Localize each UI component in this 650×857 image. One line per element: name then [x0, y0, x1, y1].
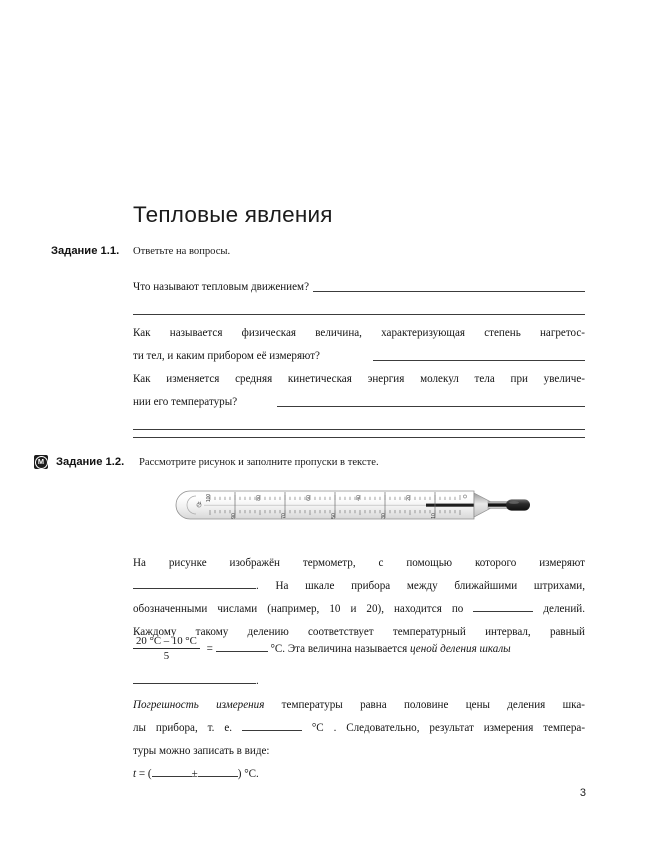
svg-text:20: 20 [406, 495, 412, 501]
task-label-1-2: Задание 1.2. [56, 456, 125, 468]
formula-continuation-line [133, 670, 585, 693]
paragraph-2-text-c: °C . Следовательно, результат измерения темпера- [311, 722, 586, 734]
page-number: 3 [579, 787, 586, 799]
thermometer-svg [174, 487, 534, 527]
formula-equals: = [206, 642, 213, 655]
paragraph-2-line-2 [133, 717, 585, 740]
task-intro-1-2: Рассмотрите рисунок и заполните пропуски в тексте. [139, 457, 379, 468]
task-label-1-1: Задание 1.1. [51, 245, 120, 257]
question-3-text-line1: Как изменяется средняя кинетическая энергия молекул тела при увеличе- [133, 373, 585, 385]
question-2-row-cont [133, 345, 585, 368]
final-formula-open-paren: ( [147, 768, 152, 780]
fraction-denominator: 5 [163, 650, 170, 663]
formula-scale-division [133, 636, 585, 663]
final-formula-unit: °C. [244, 768, 259, 780]
svg-text:90: 90 [231, 513, 237, 519]
question-2-text-line2: ти тел, и каким прибором её измеряют? [133, 350, 320, 362]
answer-rule-3c[interactable] [133, 437, 585, 438]
svg-text:80: 80 [256, 495, 262, 501]
fill-blank-divisions-count[interactable] [473, 600, 533, 612]
paragraph-2-text-a: температуры равна половине цены деления шка- [281, 699, 585, 711]
svg-text:60: 60 [306, 495, 312, 501]
question-2-row [133, 322, 585, 345]
formula-period: . [256, 675, 259, 687]
final-formula-plusminus: ± [191, 768, 198, 780]
final-formula-close-paren: ) [237, 768, 242, 780]
paragraph-2-line-3 [133, 740, 585, 763]
final-formula-variable: t [133, 768, 137, 780]
question-3-row [133, 368, 585, 391]
answer-rule-1a[interactable] [313, 291, 585, 292]
thermometer-figure [174, 487, 534, 527]
svg-text:30: 30 [381, 513, 387, 519]
formula-tail-plain: Эта величина называется [287, 642, 408, 655]
question-2-text-line1: Как называется физическая величина, характеризующая степень нагретос- [133, 327, 585, 339]
fill-blank-error-value[interactable] [242, 719, 302, 731]
paragraph-1-line-1 [133, 552, 585, 575]
fill-blank-measured-quantity[interactable] [133, 577, 256, 589]
answer-rule-3a[interactable] [277, 406, 585, 407]
paragraph-1-text-b: . На шкале прибора между ближайшими штрихами, [256, 580, 585, 592]
fill-blank-temperature-value[interactable] [152, 765, 192, 777]
final-formula-row [133, 763, 585, 786]
marker-letter: М [35, 456, 48, 469]
answer-rule-1b[interactable] [133, 314, 585, 315]
paragraph-2-italic-term: Погрешность измерения [133, 699, 265, 711]
multimedia-marker-icon [34, 455, 48, 469]
fraction-numerator: 20 °C – 10 °C [133, 635, 200, 649]
question-3-text-line2: нии его температуры? [133, 396, 238, 408]
paragraph-2-text-b: лы прибора, т. е. [133, 722, 233, 734]
answer-rule-2[interactable] [373, 360, 585, 361]
page-title: Тепловые явления [133, 202, 333, 227]
formula-tail-italic: ценой деления шкалы [409, 642, 511, 655]
paragraph-2-text-d: туры можно записать в виде: [133, 745, 270, 757]
paragraph-1-text-a: На рисунке изображён термометр, с помощью которого измеряют [133, 557, 585, 569]
answer-rule-3b[interactable] [133, 429, 585, 430]
fill-blank-temperature-uncertainty[interactable] [198, 765, 238, 777]
svg-text:°C: °C [197, 501, 202, 507]
svg-text:70: 70 [281, 513, 287, 519]
fill-blank-division-value[interactable] [216, 640, 268, 652]
task-intro-1-1: Ответьте на вопросы. [133, 246, 231, 257]
paragraph-1-line-3 [133, 598, 585, 621]
paragraph-1-text-e: Каждому такому делению соответствует температурный интервал, равный [133, 626, 585, 638]
question-1-row [133, 276, 585, 299]
fraction [133, 635, 200, 662]
svg-text:40: 40 [356, 495, 362, 501]
formula-unit: °C. [270, 642, 286, 655]
paragraph-1-text-d: делений. [543, 603, 585, 615]
question-3-row-cont [133, 391, 585, 414]
paragraph-2-line-1 [133, 694, 585, 717]
svg-text:50: 50 [331, 513, 337, 519]
svg-text:100: 100 [206, 493, 212, 503]
svg-text:10: 10 [431, 513, 437, 519]
paragraph-1-text-c: обозначенными числами (например, 10 и 20), находится по [133, 603, 464, 615]
question-1-text: Что называют тепловым движением? [133, 281, 309, 293]
fill-blank-term-name[interactable] [133, 672, 256, 684]
paragraph-1-line-2 [133, 575, 585, 598]
final-formula-equals: = [138, 768, 146, 780]
